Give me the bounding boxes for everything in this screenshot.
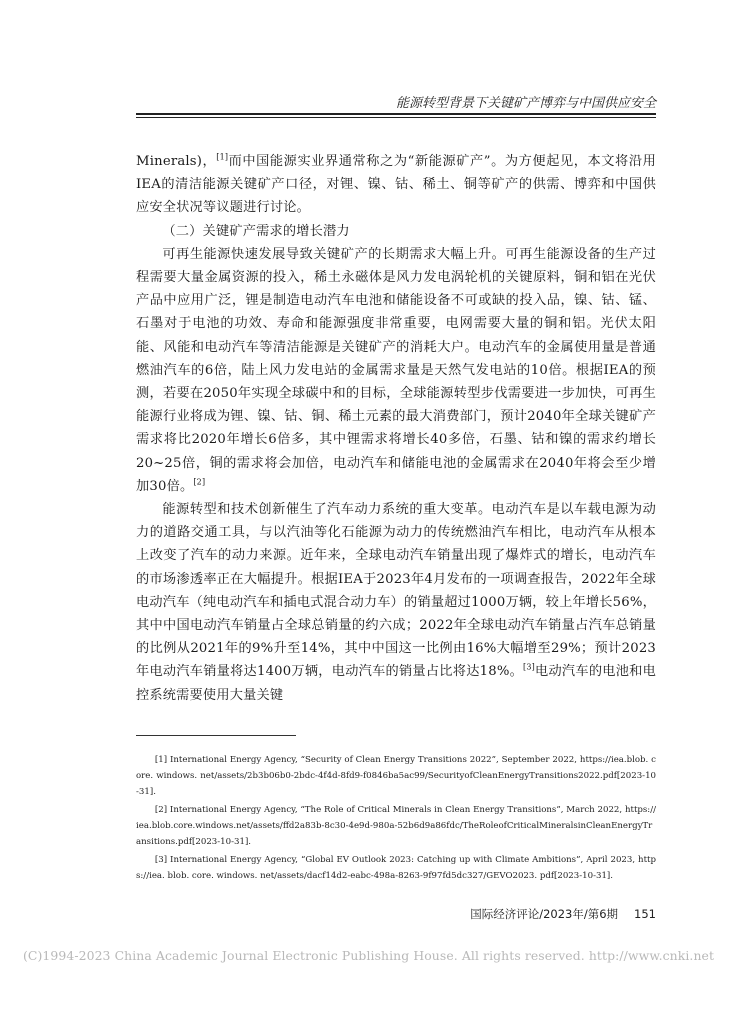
journal-issue: 国际经济评论/2023年/第6期 bbox=[470, 907, 619, 921]
footnote-ref-2[interactable]: [2] bbox=[193, 477, 206, 487]
footnote-1: [1] International Energy Agency, “Security of Clean Energy Transitions 2022”, September 2022, https://iea.blob. core. windows. net/assets/2b3b06b0-2bdc-4f4d-8fd9-f0846ba5ac99/SecurityofCleanEnergyTransitions2022.pdf[2023-10-31]. bbox=[136, 755, 656, 797]
page-number: 151 bbox=[634, 907, 656, 921]
paragraph-3-text: 能源转型和技术创新催生了汽车动力系统的重大变革。电动汽车是以车载电源为动力的道路交通工具，与以汽油等化石能源为动力的传统燃油汽车相比，电动汽车从根本上改变了汽车的动力来源。近年来，全球电动汽车销量出现了爆炸式的增长，电动汽车的市场渗透率正在大幅提升。根据IEA于2023年4月发布的一项调查报告，2022年全球电动汽车（纯电动汽车和插电式混合动力车）的销量超过1000万辆，较上年增长56%，其中中国电动汽车销量占全球总销量的约六成；2022年全球电动汽车销量占汽车总销量的比例从2021年的9%升至14%，其中中国这一比例由16%大幅增至29%；预计2023年电动汽车销量将达1400万辆，电动汽车的销量占比将达18%。 bbox=[136, 502, 656, 680]
section-heading: （二）关键矿产需求的增长潜力 bbox=[162, 223, 350, 239]
paragraph-3 bbox=[136, 498, 656, 707]
running-head: 能源转型背景下关键矿产博弈与中国供应安全 bbox=[395, 96, 656, 111]
footnotes bbox=[136, 752, 656, 886]
paragraph-1 bbox=[136, 150, 656, 220]
footnote-3: [3] International Energy Agency, “Global EV Outlook 2023: Catching up with Climate Ambitions”, April 2023, https://iea. blob. core. windows. net/assets/dacf14d2-eabc-498a-8263-9f97fd5dc327/GEVO2023. pdf[2023-10-31]. bbox=[136, 855, 656, 881]
paragraph-2-text: 可再生能源快速发展导致关键矿产的长期需求大幅上升。可再生能源设备的生产过程需要大量金属资源的投入，稀土永磁体是风力发电涡轮机的关键原料，铜和铝在光伏产品中应用广泛，锂是制造电动汽车电池和储能设备不可或缺的投入品，镍、钴、锰、石墨对于电池的功效、寿命和能源强度非常重要，电网需要大量的铜和铝。光伏太阳能、风能和电动汽车等清洁能源是关键矿产的消耗大户。电动汽车的金属使用量是普通燃油汽车的6倍，陆上风力发电站的金属需求量是天然气发电站的10倍。根据IEA的预测，若要在2050年实现全球碳中和的目标，全球能源转型步伐需要进一步加快，可再生能源行业将成为锂、镍、钴、铜、稀土元素的最大消费部门，预计2040年全球关键矿产需求将比2020年增长6倍多，其中锂需求将增长40多倍，石墨、钴和镍的需求约增长20~25倍，铜的需求将会加倍，电动汽车和储能电池的金属需求在2040年将会至少增加30倍。 bbox=[136, 246, 656, 494]
header-rule-thick bbox=[136, 113, 656, 115]
paragraph-2 bbox=[136, 243, 656, 498]
paragraph-1-start: Minerals)， bbox=[136, 154, 217, 169]
body-text bbox=[136, 150, 656, 707]
footnote-rule bbox=[136, 735, 296, 736]
header-rule-thin bbox=[136, 117, 656, 118]
copyright-watermark: (C)1994-2023 China Academic Journal Electronic Publishing House. All rights reserved. http://www.cnki.net bbox=[22, 948, 715, 963]
paragraph-1-rest: 而中国能源实业界通常称之为“新能源矿产”。为方便起见，本文将沿用IEA的清洁能源关键矿产口径，对锂、镍、钴、稀土、铜等矿产的供需、博弈和中国供应安全状况等议题进行讨论。 bbox=[136, 154, 656, 216]
footnote-ref-1[interactable]: [1] bbox=[216, 152, 229, 162]
paragraph-3-tail: 电动汽车的电池和电控系统需要使用大量关键 bbox=[136, 664, 656, 703]
page-footer bbox=[136, 906, 656, 922]
footnote-2: [2] International Energy Agency, “The Role of Critical Minerals in Clean Energy Transitions”, March 2022, https://iea.blob.core.windows.net/assets/ffd2a83b-8c30-4e9d-980a-52b6d9a86fdc/TheRoleofCriticalMineralsinCleanEnergyTransitions.pdf[2023-10-31]. bbox=[136, 805, 656, 847]
footnote-ref-3[interactable]: [3] bbox=[523, 663, 535, 673]
